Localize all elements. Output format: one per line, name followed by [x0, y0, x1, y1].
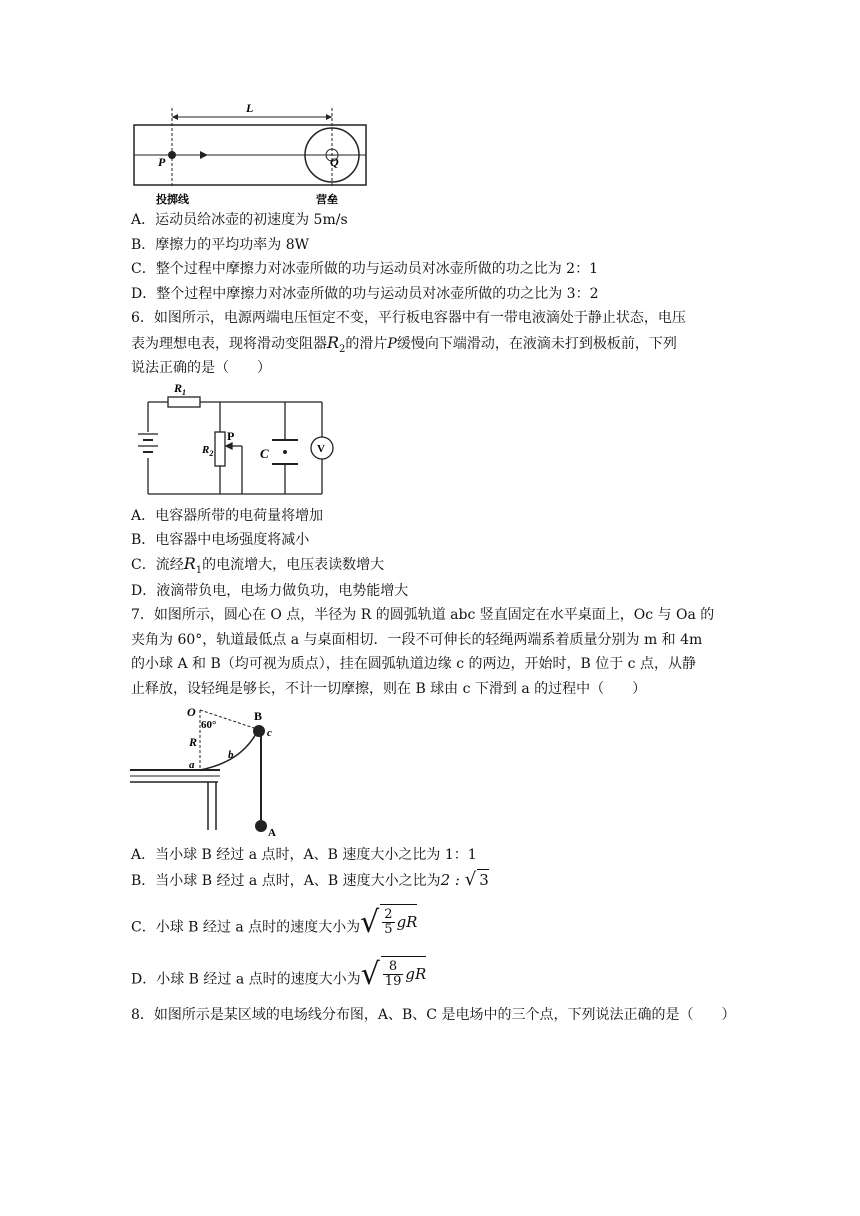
- q5-option-d: D．整个过程中摩擦力对冰壶所做的功与运动员对冰壶所做的功之比为 3：2: [131, 286, 599, 302]
- q6-stem-line-3: 说法正确的是（ ）: [131, 360, 271, 376]
- q7-option-a: A．当小球 B 经过 a 点时，A、B 速度大小之比为 1：1: [131, 847, 477, 863]
- label-v: V: [317, 443, 325, 455]
- q7-stem-line-1: 7．如图所示，圆心在 O 点，半径为 R 的圆弧轨道 abc 竖直固定在水平桌面上，Oc 与 Oa 的: [131, 607, 715, 623]
- point-p: [168, 151, 176, 159]
- q8-stem: 8．如图所示是某区域的电场线分布图，A、B、C 是电场中的三个点，下列说法正确的是（ ）: [131, 1007, 736, 1023]
- label-a-point: a: [189, 759, 195, 771]
- q7-option-c: C．小球 B 经过 a 点时的速度大小为 √ $\frac{2}{5}$ gR: [131, 904, 418, 940]
- caption-house: 营垒: [316, 194, 338, 206]
- q6-option-b: B．电容器中电场强度将减小: [131, 532, 310, 548]
- q5-option-b: B．摩擦力的平均功率为 8W: [131, 237, 310, 253]
- label-b-arc: b: [228, 749, 234, 761]
- q6-option-a: A．电容器所带的电荷量将增加: [131, 508, 324, 524]
- label-c: C: [260, 446, 269, 461]
- label-r2: $R_2$: [202, 444, 214, 458]
- q6-option-c: C．流经$R_1$的电流增大，电压表读数增大: [131, 554, 385, 576]
- q7-stem-line-4: 止释放，设轻绳是够长，不计一切摩擦，则在 B 球由 c 下滑到 a 的过程中（ ）: [131, 681, 647, 697]
- q7-stem-line-2: 夹角为 60°，轨道最低点 a 与桌面相切．一段不可伸长的轻绳两端系着质量分别为 m 和 4m: [131, 632, 703, 648]
- label-r: R: [189, 735, 198, 749]
- caption-throw-line: 投掷线: [156, 194, 189, 206]
- label-L: L: [246, 101, 254, 115]
- droplet: [283, 450, 287, 454]
- q7-stem-line-3: 的小球 A 和 B（均可视为质点），挂在圆弧轨道边缘 c 的两边，开始时，B 位于 c 点，从静: [131, 656, 696, 672]
- label-ball-a: A: [268, 827, 276, 839]
- arc-track-figure: [130, 700, 290, 840]
- q7-option-b: B．当小球 B 经过 a 点时，A、B 速度大小之比为2 : √ 3: [131, 869, 489, 890]
- q5-option-c: C．整个过程中摩擦力对冰壶所做的功与运动员对冰壶所做的功之比为 2：1: [131, 261, 598, 277]
- q6-stem-line-2: 表为理想电表，现将滑动变阻器$R_2$的滑片P缓慢向下端滑动，在液滴未打到极板前，下列: [131, 333, 677, 355]
- label-p-slider: P: [227, 429, 235, 443]
- ball-b: [253, 725, 265, 737]
- label-b: B: [254, 709, 263, 723]
- label-angle: 60°: [201, 719, 217, 731]
- label-q: Q: [330, 155, 339, 169]
- q6-stem-line-1: 6．如图所示，电源两端电压恒定不变，平行板电容器中有一带电液滴处于静止状态，电压: [131, 310, 686, 326]
- q7-option-d: D．小球 B 经过 a 点时的速度大小为 √ $\frac{8}{19}$ gR: [131, 956, 427, 992]
- curling-figure: [120, 100, 380, 210]
- q5-option-a: A．运动员给冰壶的初速度为 5m/s: [131, 212, 348, 228]
- label-o: O: [187, 705, 196, 719]
- label-p: P: [158, 155, 166, 169]
- ball-a: [255, 820, 267, 832]
- label-r1: $R_1$: [174, 381, 187, 397]
- label-c: c: [267, 727, 272, 739]
- circuit-figure: [130, 380, 330, 500]
- q6-option-d: D．液滴带负电，电场力做负功，电势能增大: [131, 583, 409, 599]
